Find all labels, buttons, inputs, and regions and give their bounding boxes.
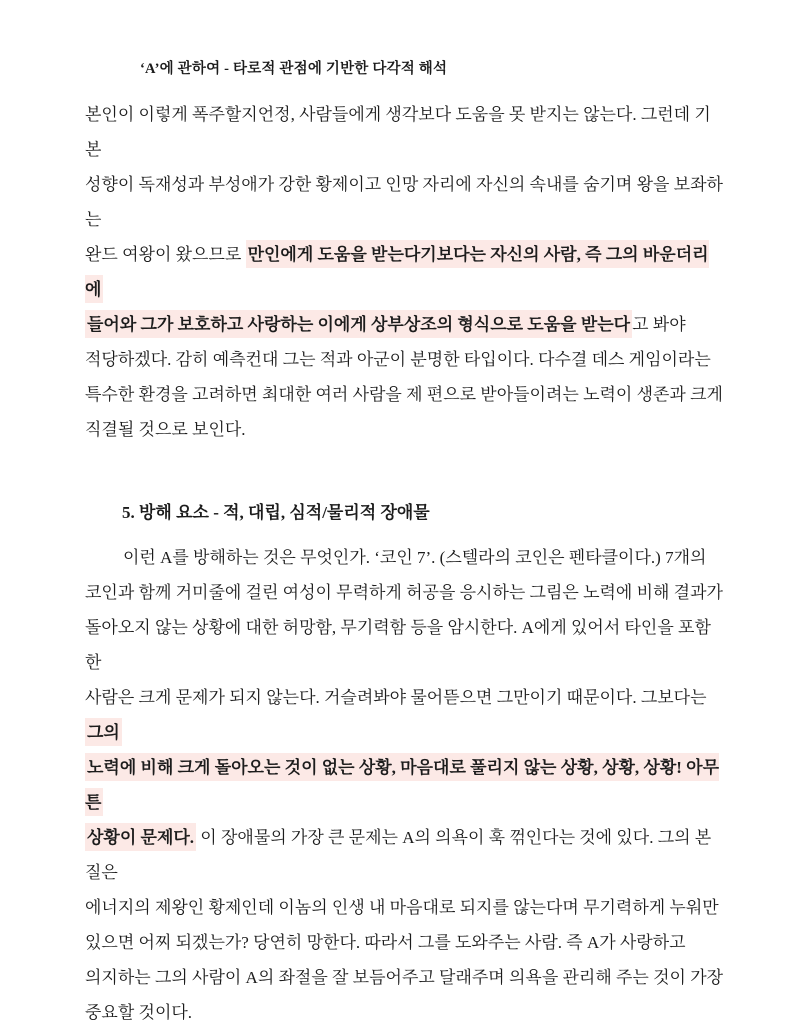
text-line [85, 237, 725, 307]
text-run: 고 봐야 [632, 315, 686, 334]
section-heading [85, 495, 725, 530]
text-line [85, 610, 725, 680]
text-run: 코인과 함께 거미줄에 걸린 여성이 무력하게 허공을 응시하는 그림은 노력에 비해 결과가 [85, 583, 723, 602]
text-run: 돌아오지 않는 상황에 대한 허망함, 무기력함 등을 암시한다. A에게 있어서 타인을 포함한 [85, 618, 711, 672]
text-line [85, 412, 725, 447]
text-line [85, 995, 725, 1030]
text-line [85, 97, 725, 167]
text-run: 의지하는 그의 사람이 A의 좌절을 잘 보듬어주고 달래주며 의욕을 관리해 주는 것이 가장 [85, 968, 724, 987]
highlighted-text-run: 노력에 비해 크게 돌아오는 것이 없는 상황, 마음대로 풀리지 않는 상황, 상황, 상황! 아무튼 [85, 753, 719, 816]
text-line [85, 575, 725, 610]
text-line [85, 377, 725, 412]
text-line [85, 307, 725, 342]
text-run: 이 장애물의 가장 큰 문제는 A의 의욕이 훅 꺾인다는 것에 있다. 그의 본질은 [85, 828, 712, 882]
text-run: 사람은 크게 문제가 되지 않는다. 거슬려봐야 물어뜯으면 그만이기 때문이다. 그보다는 [85, 688, 711, 707]
text-line [85, 167, 725, 237]
text-line [85, 495, 725, 530]
paragraph [85, 97, 725, 447]
text-line [85, 750, 725, 820]
text-line [85, 540, 725, 575]
text-run: 에너지의 제왕인 황제인데 이놈의 인생 내 마음대로 되지를 않는다며 무기력하게 누워만 [85, 898, 719, 917]
text-run: 특수한 환경을 고려하면 최대한 여러 사람을 제 편으로 받아들이려는 노력이 생존과 크게 [85, 385, 723, 404]
highlighted-text-run: 들어와 그가 보호하고 사랑하는 이에게 상부상조의 형식으로 도움을 받는다 [85, 310, 632, 338]
text-line [85, 342, 725, 377]
text-line [85, 890, 725, 925]
highlighted-text-run: 만인에게 도움을 받는다기보다는 자신의 사람, 즉 그의 바운더리에 [85, 240, 709, 303]
text-run: 직결될 것으로 보인다. [85, 420, 246, 439]
highlighted-text-run: 상황이 문제다. [85, 823, 196, 851]
text-line [85, 820, 725, 890]
text-run: 이런 A를 방해하는 것은 무엇인가. ‘코인 7’. (스텔라의 코인은 펜타클이다.) 7개의 [123, 548, 707, 567]
paragraph [85, 540, 725, 1030]
text-line [85, 680, 725, 750]
text-run: 본인이 이렇게 폭주할지언정, 사람들에게 생각보다 도움을 못 받지는 않는다. 그런데 기본 [85, 105, 711, 159]
document-title: ‘A’에 관하여 - 타로적 관점에 기반한 다각적 해석 [140, 61, 448, 77]
text-run: 적당하겠다. 감히 예측컨대 그는 적과 아군이 분명한 타입이다. 다수결 데스 게임이라는 [85, 350, 711, 369]
text-run: 있으면 어찌 되겠는가? 당연히 망한다. 따라서 그를 도와주는 사람. 즉 A가 사랑하고 [85, 933, 686, 952]
document-body [85, 97, 725, 1030]
text-line [85, 960, 725, 995]
text-run: 5. 방해 요소 - 적, 대립, 심적/물리적 장애물 [122, 503, 430, 522]
highlighted-text-run: 그의 [85, 718, 122, 746]
text-run: 중요할 것이다. [85, 1003, 193, 1022]
text-line [85, 925, 725, 960]
text-run: 완드 여왕이 왔으므로 [85, 245, 246, 264]
text-run: 성향이 독재성과 부성애가 강한 황제이고 인망 자리에 자신의 속내를 숨기며 왕을 보좌하는 [85, 175, 723, 229]
